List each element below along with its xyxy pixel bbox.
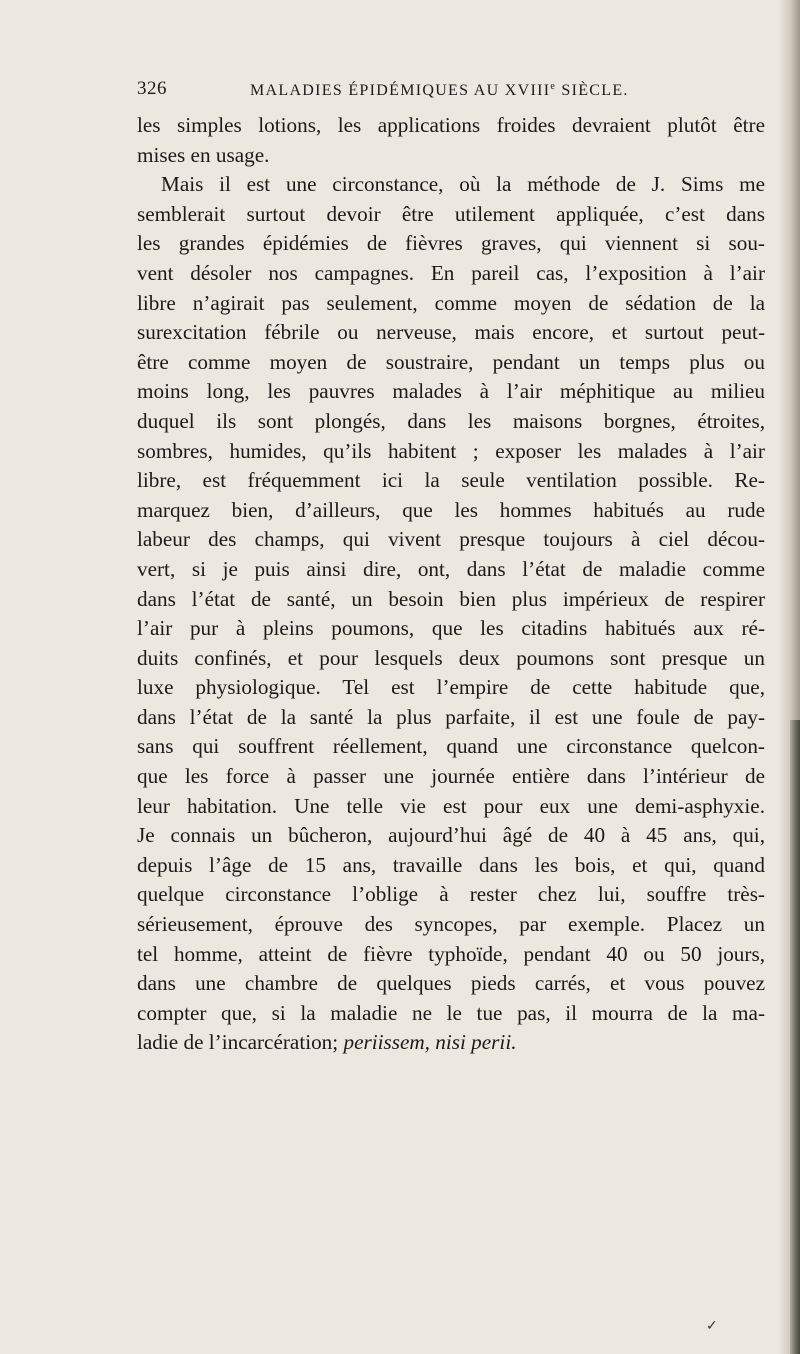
text-line: être comme moyen de soustraire, pendant un temps plus ou <box>137 349 765 374</box>
text-line: duits confinés, et pour lesquels deux poumons sont presque un <box>137 645 765 670</box>
latin-quote: periissem, nisi perii. <box>343 1030 517 1055</box>
text-line: Mais il est une circonstance, où la méthode de J. Sims me <box>161 172 765 197</box>
running-head-end: SIÈCLE. <box>556 82 629 99</box>
text-line: mises en usage. <box>137 142 270 167</box>
final-text-line <box>137 1028 765 1058</box>
text-line: Je connais un bûcheron, aujourd’hui âgé de 40 à 45 ans, qui, <box>137 823 765 848</box>
running-head-superscript: e <box>550 81 557 92</box>
page-number: 326 <box>137 78 167 99</box>
body-text <box>137 111 765 1058</box>
text-line: libre, est fréquemment ici la seule ventilation possible. Re- <box>137 468 765 493</box>
text-line: que les force à passer une journée entière dans l’intérieur de <box>137 764 765 789</box>
text-line: leur habitation. Une telle vie est pour eux une demi-asphyxie. <box>137 793 765 818</box>
final-line-text: ladie de l’incarcération; <box>137 1030 344 1055</box>
text-line: marquez bien, d’ailleurs, que les hommes habitués au rude <box>137 497 765 522</box>
running-head-text: MALADIES ÉPIDÉMIQUES AU XVIII <box>250 82 551 99</box>
text-line: labeur des champs, qui vivent presque toujours à ciel décou- <box>137 527 765 552</box>
text-line: moins long, les pauvres malades à l’air méphitique au milieu <box>137 379 765 404</box>
text-line: semblerait surtout devoir être utilement appliquée, c’est dans <box>137 201 765 226</box>
text-line: dans l’état de la santé la plus parfaite, il est une foule de pay- <box>137 704 765 729</box>
text-line: les simples lotions, les applications froides devraient plutôt être <box>137 113 765 137</box>
text-line: sérieusement, éprouve des syncopes, par exemple. Placez un <box>137 912 765 937</box>
text-line: duquel ils sont plongés, dans les maisons borgnes, étroites, <box>137 408 765 433</box>
text-line: vent désoler nos campagnes. En pareil cas, l’exposition à l’air <box>137 260 765 285</box>
page-header <box>137 78 777 106</box>
text-line: les grandes épidémies de fièvres graves, qui viennent si sou- <box>137 231 765 256</box>
text-line: sans qui souffrent réellement, quand une circonstance quelcon- <box>137 734 765 759</box>
text-line: libre n’agirait pas seulement, comme moyen de sédation de la <box>137 290 765 315</box>
text-line: luxe physiologique. Tel est l’empire de cette habitude que, <box>137 675 765 700</box>
text-line: tel homme, atteint de fièvre typhoïde, pendant 40 ou 50 jours, <box>137 941 765 966</box>
text-line: vert, si je puis ainsi dire, ont, dans l’état de maladie comme <box>137 556 765 581</box>
pencil-mark: ✓ <box>706 1319 718 1334</box>
text-line: quelque circonstance l’oblige à rester chez lui, souffre très- <box>137 882 765 907</box>
page-edge-dark <box>790 720 800 1354</box>
text-line: dans une chambre de quelques pieds carrés, et vous pouvez <box>137 971 765 996</box>
running-head <box>250 81 629 100</box>
text-line: compter que, si la maladie ne le tue pas, il mourra de la ma- <box>137 1000 765 1025</box>
text-line: l’air pur à pleins poumons, que les citadins habitués aux ré- <box>137 616 765 641</box>
text-line: depuis l’âge de 15 ans, travaille dans les bois, et qui, quand <box>137 852 765 877</box>
text-line: dans l’état de santé, un besoin bien plus impérieux de respirer <box>137 586 765 611</box>
text-line: surexcitation fébrile ou nerveuse, mais encore, et surtout peut- <box>137 320 765 345</box>
text-line: sombres, humides, qu’ils habitent ; exposer les malades à l’air <box>137 438 765 463</box>
